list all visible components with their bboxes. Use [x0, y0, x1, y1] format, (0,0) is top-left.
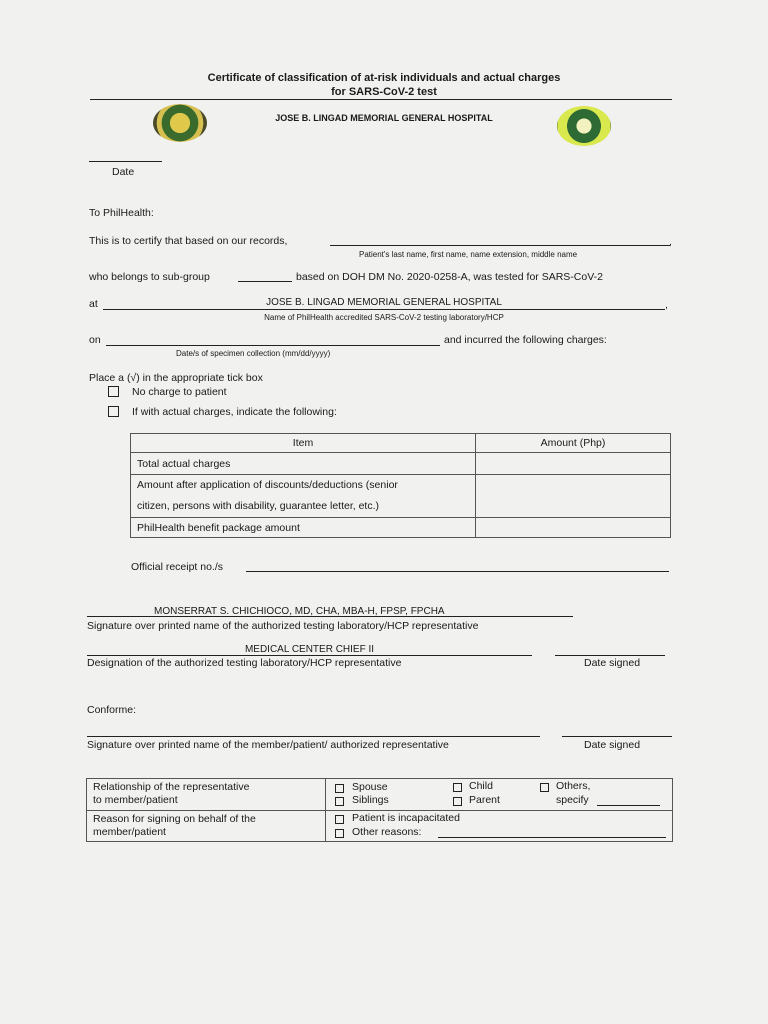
- child-checkbox[interactable]: [453, 783, 462, 792]
- patient-name-line[interactable]: [330, 245, 670, 246]
- specimen-date-line[interactable]: [106, 345, 440, 346]
- hospital-name: JOSE B. LINGAD MEMORIAL GENERAL HOSPITAL: [275, 113, 493, 123]
- table-row: Total actual charges: [131, 453, 476, 475]
- amount-cell[interactable]: [476, 453, 671, 475]
- on-label: on: [89, 334, 101, 346]
- lab-line[interactable]: [103, 309, 665, 310]
- lab-caption: Name of PhilHealth accredited SARS-CoV-2 testing laboratory/HCP: [264, 313, 504, 322]
- spouse-label: Spouse: [352, 781, 388, 793]
- other-reasons-label: Other reasons:: [352, 826, 422, 838]
- parent-checkbox[interactable]: [453, 797, 462, 806]
- actual-charges-checkbox[interactable]: [108, 406, 119, 417]
- others-label: Others,: [556, 780, 591, 792]
- other-reasons-checkbox[interactable]: [335, 829, 344, 838]
- member-caption: Signature over printed name of the member/patient/ authorized representative: [87, 739, 449, 751]
- relationship-label: Relationship of the representative to member/patient: [87, 779, 326, 811]
- on-post: and incurred the following charges:: [444, 334, 607, 346]
- subgroup-line[interactable]: [238, 281, 292, 282]
- no-charge-label: No charge to patient: [132, 386, 227, 398]
- subgroup-pre: who belongs to sub-group: [89, 271, 210, 283]
- specify-line[interactable]: [597, 805, 660, 806]
- others-checkbox[interactable]: [540, 783, 549, 792]
- designation-caption: Designation of the authorized testing laboratory/HCP representative: [87, 657, 402, 669]
- member-signature-line[interactable]: [87, 736, 540, 737]
- date-line[interactable]: [89, 161, 162, 162]
- patient-caption: Patient's last name, first name, name extension, middle name: [359, 250, 578, 259]
- subgroup-post: based on DOH DM No. 2020-0258-A, was tested for SARS-CoV-2: [296, 271, 603, 283]
- date-signed-line[interactable]: [555, 655, 665, 656]
- signatory-name: MONSERRAT S. CHICHIOCO, MD, CHA, MBA-H, FPSP, FPCHA: [154, 606, 445, 617]
- item-header: Item: [131, 434, 476, 453]
- table-row: Amount after application of discounts/deductions (senior citizen, persons with disability, guarantee letter, etc.): [131, 475, 476, 518]
- signatory-caption: Signature over printed name of the authorized testing laboratory/HCP representative: [87, 620, 479, 632]
- receipt-label: Official receipt no./s: [131, 561, 224, 573]
- title-line-2: for SARS-CoV-2 test: [331, 86, 437, 98]
- charges-table: [130, 433, 671, 538]
- designation: MEDICAL CENTER CHIEF II: [244, 644, 375, 655]
- certify-text: This is to certify that based on our records,: [89, 235, 288, 247]
- date-signed-line-2[interactable]: [562, 736, 672, 737]
- designation-line[interactable]: [87, 655, 532, 656]
- at-label: at: [89, 298, 98, 310]
- parent-label: Parent: [469, 794, 500, 806]
- date-label: Date: [112, 166, 135, 178]
- amount-cell[interactable]: [476, 518, 671, 538]
- incapacitated-label: Patient is incapacitated: [352, 812, 460, 824]
- receipt-line[interactable]: [246, 571, 669, 572]
- lab-name: JOSE B. LINGAD MEMORIAL GENERAL HOSPITAL: [266, 297, 502, 308]
- date-caption: Date/s of specimen collection (mm/dd/yyyy): [176, 349, 331, 358]
- conforme-label: Conforme:: [87, 704, 137, 716]
- incapacitated-checkbox[interactable]: [335, 815, 344, 824]
- spouse-checkbox[interactable]: [335, 784, 344, 793]
- seal-icon: [153, 104, 207, 142]
- siblings-checkbox[interactable]: [335, 797, 344, 806]
- title-line-1: Certificate of classification of at-risk individuals and actual charges: [207, 72, 561, 84]
- to-philhealth: To PhilHealth:: [89, 207, 154, 219]
- header-rule: [90, 99, 672, 100]
- siblings-label: Siblings: [352, 794, 389, 806]
- hospital-seal-icon: [557, 106, 611, 146]
- amount-header: Amount (Php): [476, 434, 671, 453]
- reason-label: Reason for signing on behalf of the member/patient: [87, 811, 326, 842]
- date-signed-label-2: Date signed: [584, 739, 641, 751]
- date-signed-label: Date signed: [584, 657, 641, 669]
- amount-cell[interactable]: [476, 475, 671, 518]
- actual-charges-label: If with actual charges, indicate the following:: [132, 406, 337, 418]
- table-row: PhilHealth benefit package amount: [131, 518, 476, 538]
- child-label: Child: [469, 780, 493, 792]
- specify-label: specify: [556, 794, 589, 806]
- tick-instruction: Place a (√) in the appropriate tick box: [89, 372, 263, 384]
- other-reasons-line[interactable]: [438, 837, 666, 838]
- no-charge-checkbox[interactable]: [108, 386, 119, 397]
